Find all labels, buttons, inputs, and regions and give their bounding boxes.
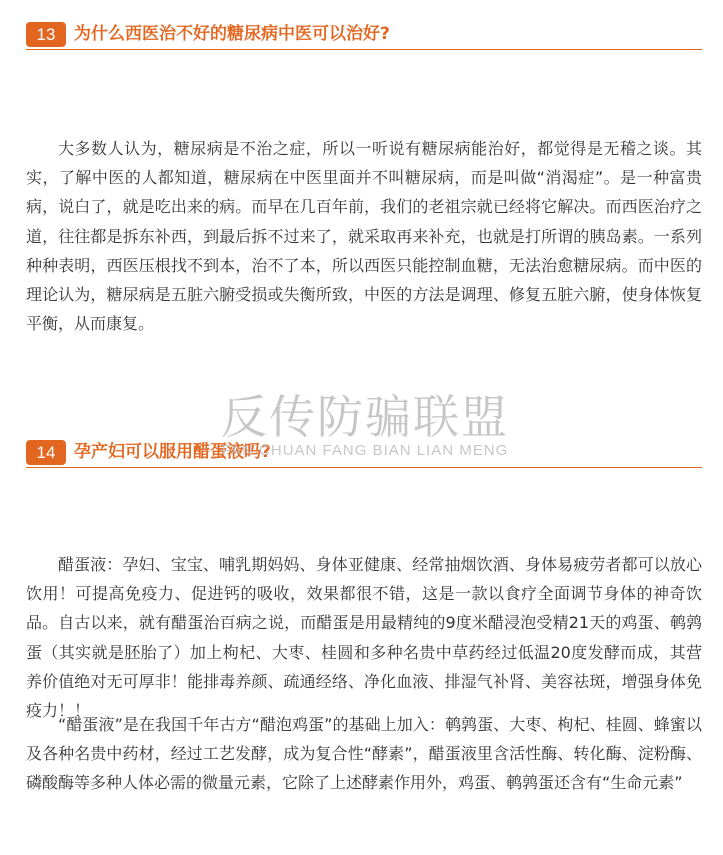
section-divider — [26, 467, 702, 468]
section-title: 孕产妇可以服用醋蛋液吗? — [74, 442, 271, 462]
section-14-header — [26, 438, 702, 468]
section-number-badge: 13 — [26, 22, 66, 47]
section-13-header — [26, 20, 702, 50]
section-title: 为什么西医治不好的糖尿病中医可以治好? — [74, 24, 390, 44]
section-14-paragraph-1: 醋蛋液：孕妇、宝宝、哺乳期妈妈、身体亚健康、经常抽烟饮酒、身体易疲劳者都可以放心饮用！可提高免疫力、促进钙的吸收，效果都很不错，这是一款以食疗全面调节身体的神奇饮品。自古以来，就有醋蛋治百病之说，而醋蛋是用最精纯的9度米醋浸泡受精21天的鸡蛋、鹌鹑蛋（其实就是胚胎了）加上枸杞、大枣、桂圆和多种名贵中草药经过低温20度发酵而成，其营养价值绝对无可厚非！能排毒养颜、疏通经络、净化血液、排湿气补肾、美容祛斑，增强身体免疫力！！ — [26, 555, 702, 721]
watermark-pinyin: FAN CHUAN FANG BIAN LIAN MENG — [221, 442, 509, 459]
watermark-chinese: 反传防骗联盟 — [221, 390, 509, 444]
section-divider — [26, 49, 702, 50]
section-14-paragraph-2: “醋蛋液”是在我国千年古方“醋泡鸡蛋”的基础上加入：鹌鹑蛋、大枣、枸杞、桂圆、蜂蜜以及各种名贵中药材，经过工艺发酵，成为复合性“酵素”，醋蛋液里含活性酶、转化酶、淀粉酶、磷酸酶等多种人体必需的微量元素，它除了上述酵素作用外，鸡蛋、鹌鹑蛋还含有“生命元素” — [26, 715, 702, 793]
section-13-paragraph: 大多数人认为，糖尿病是不治之症，所以一听说有糖尿病能治好，都觉得是无稽之谈。其实，了解中医的人都知道，糖尿病在中医里面并不叫糖尿病，而是叫做“消渴症”。是一种富贵病，说白了，就是吃出来的病。而早在几百年前，我们的老祖宗就已经将它解决。而西医治疗之道，往往都是拆东补西，到最后拆不过来了，就采取再来补充，也就是打所谓的胰岛素。一系列种种表明，西医压根找不到本，治不了本，所以西医只能控制血糖，无法治愈糖尿病。而中医的理论认为，糖尿病是五脏六腑受损或失衡所致，中医的方法是调理、修复五脏六腑，使身体恢复平衡，从而康复。 — [26, 139, 702, 334]
section-number-badge: 14 — [26, 440, 66, 465]
